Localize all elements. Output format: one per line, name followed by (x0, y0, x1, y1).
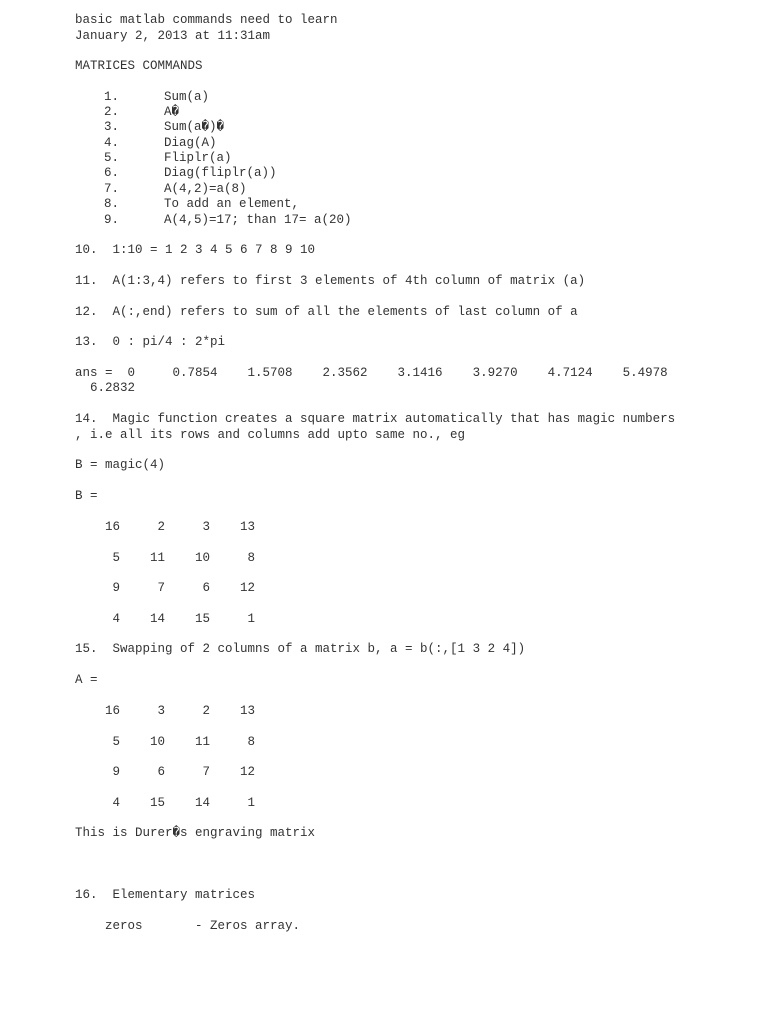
ans-output-continued: 6.2832 (90, 381, 136, 395)
matrix-cell: 6 (202, 581, 210, 596)
matrix-cell: 5 (112, 734, 120, 749)
matrix-cell: 15 (194, 612, 210, 627)
list-item-text: A(4,5)=17; than 17= a(20) (164, 213, 352, 227)
matrix-cell: 9 (112, 581, 120, 596)
list-item-number: 7. (104, 182, 120, 196)
list-item-number: 6. (104, 166, 120, 180)
list-item-text: To add an element, (164, 197, 300, 211)
matrix-cell: 10 (149, 734, 165, 749)
list-item-number: 4. (104, 136, 120, 150)
list-item-number: 3. (104, 120, 120, 134)
matrix-cell: 12 (239, 765, 255, 780)
document-title: basic matlab commands need to learn (75, 13, 338, 27)
matrix-cell: 1 (247, 612, 255, 627)
matrix-cell: 15 (149, 796, 165, 811)
item-11: 11. A(1:3,4) refers to first 3 elements of 4th column of matrix (a) (75, 274, 586, 288)
matrix-cell: 4 (112, 612, 120, 627)
matrix-cell: 1 (247, 796, 255, 811)
matrix-cell: 6 (157, 765, 165, 780)
list-item-text: Sum(a) (164, 90, 210, 104)
item-14-continued: , i.e all its rows and columns add upto same no., eg (75, 428, 466, 442)
list-item-number: 2. (104, 105, 120, 119)
list-item-number: 1. (104, 90, 120, 104)
durer-note: This is Durer�s engraving matrix (75, 826, 316, 840)
magic-command: B = magic(4) (75, 458, 166, 472)
matrix-cell: 12 (239, 581, 255, 596)
list-item-text: A(4,2)=a(8) (164, 182, 247, 196)
item-13: 13. 0 : pi/4 : 2*pi (75, 335, 226, 349)
matrix-cell: 14 (194, 796, 210, 811)
item-14: 14. Magic function creates a square matrix automatically that has magic numbers (75, 412, 676, 426)
matrix-b-label: B = (75, 489, 98, 503)
list-item-text: Diag(A) (164, 136, 217, 150)
matrix-cell: 13 (239, 520, 255, 534)
matrix-cell: 13 (239, 704, 255, 718)
item-12: 12. A(:,end) refers to sum of all the elements of last column of a (75, 305, 578, 319)
matrix-cell: 8 (247, 734, 255, 749)
zeros-function-name: zeros (105, 919, 143, 933)
item-10: 10. 1:10 = 1 2 3 4 5 6 7 8 9 10 (75, 243, 316, 257)
list-item-text: Sum(a�)� (164, 120, 225, 134)
item-16: 16. Elementary matrices (75, 888, 256, 902)
matrix-cell: 10 (194, 550, 210, 565)
matrix-cell: 3 (202, 520, 210, 534)
matrix-cell: 9 (112, 765, 120, 780)
item-15: 15. Swapping of 2 columns of a matrix b, a = b(:,[1 3 2 4]) (75, 642, 526, 656)
matrix-cell: 2 (202, 704, 210, 718)
matrix-cell: 5 (112, 550, 120, 565)
document-date: January 2, 2013 at 11:31am (75, 29, 271, 43)
matrix-cell: 7 (157, 581, 165, 596)
list-item-text: Diag(fliplr(a)) (164, 166, 277, 180)
matrix-cell: 11 (149, 550, 165, 565)
list-item-text: Fliplr(a) (164, 151, 232, 165)
matrix-cell: 7 (202, 765, 210, 780)
matrix-cell: 3 (157, 704, 165, 718)
matrix-a-label: A = (75, 673, 98, 687)
list-item-number: 9. (104, 213, 120, 227)
list-item-text: A� (164, 105, 180, 119)
matrix-cell: 14 (149, 612, 165, 627)
matrix-cell: 8 (247, 550, 255, 565)
section-title: MATRICES COMMANDS (75, 59, 203, 73)
matrix-cell: 16 (104, 704, 120, 718)
list-item-number: 8. (104, 197, 120, 211)
matrix-cell: 11 (194, 734, 210, 749)
zeros-function-description: - Zeros array. (195, 919, 301, 933)
matrix-cell: 2 (157, 520, 165, 534)
matrix-cell: 4 (112, 796, 120, 811)
list-item-number: 5. (104, 151, 120, 165)
ans-output: ans = 0 0.7854 1.5708 2.3562 3.1416 3.9270 4.7124 5.4978 (75, 366, 668, 380)
matrix-cell: 16 (104, 520, 120, 534)
